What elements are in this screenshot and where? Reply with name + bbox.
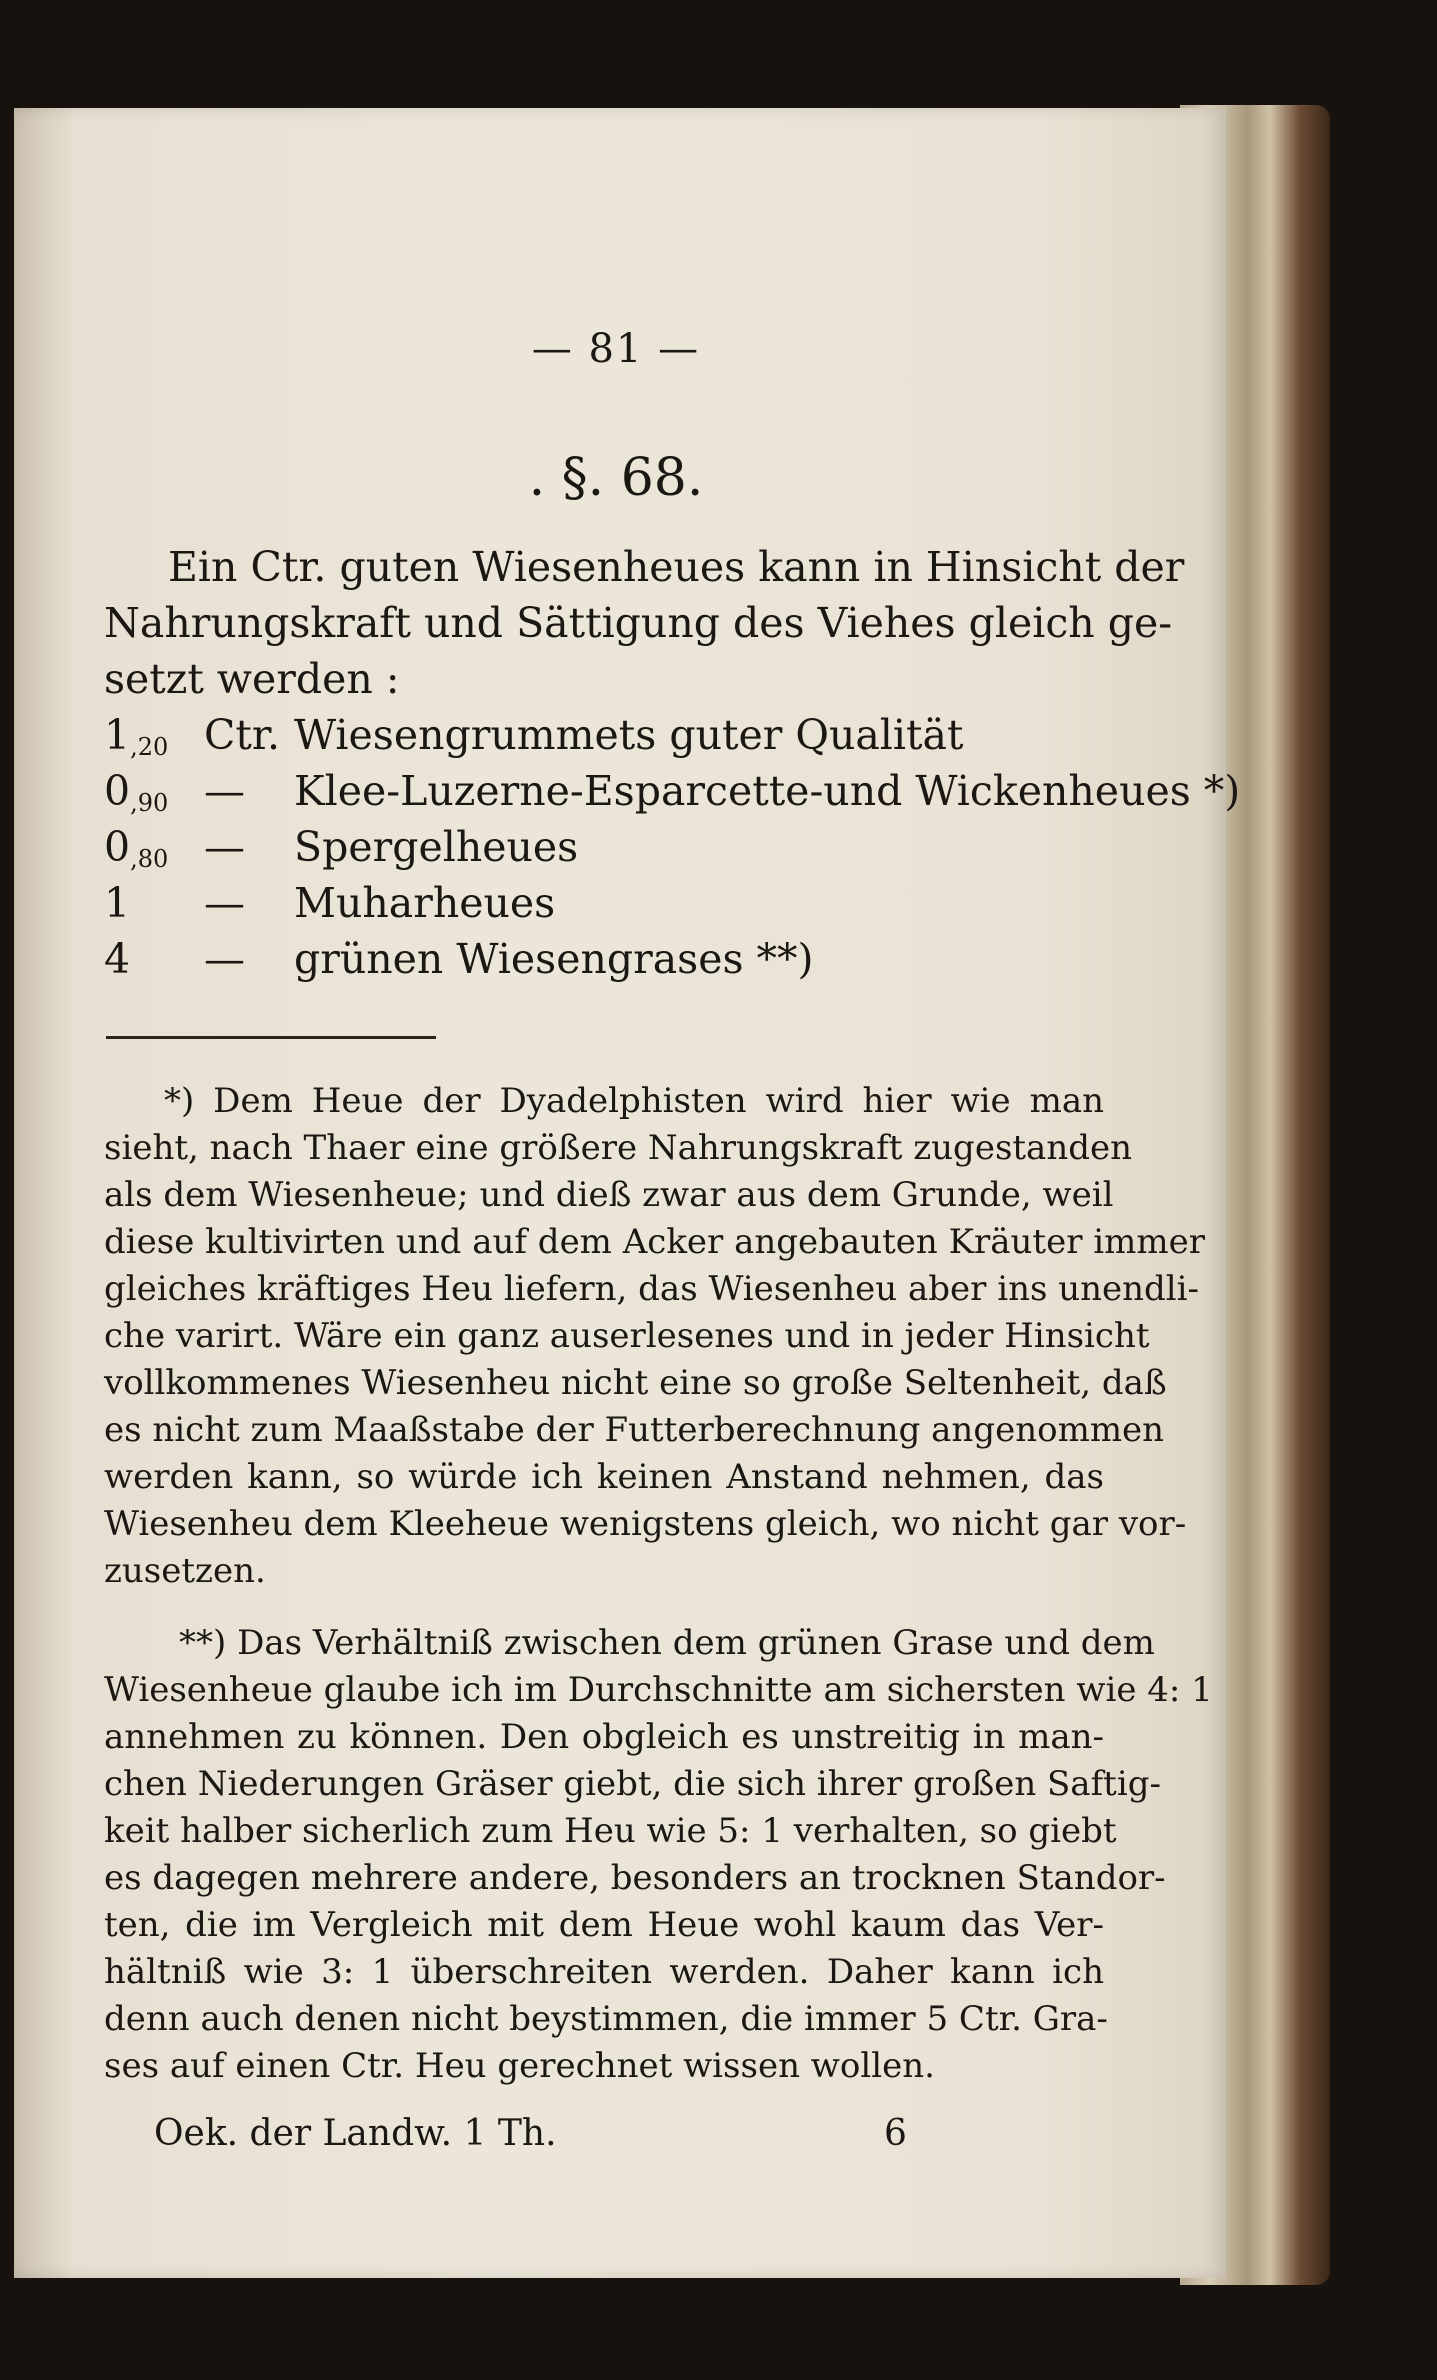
footnote-line: ses auf einen Ctr. Heu gerechnet wissen wollen. (104, 2046, 935, 2086)
paragraph-line: Ein Ctr. guten Wiesenheues kann in Hinsicht der (168, 543, 1185, 591)
unit: — (204, 767, 245, 815)
footnote-line: che varirt. Wäre ein ganz auserlesenes und in jeder Hinsicht (104, 1316, 1150, 1356)
unit: — (204, 935, 245, 983)
footnote-line: **) Das Verhältniß zwischen dem grünen Grase und dem (179, 1623, 1155, 1663)
quantity-decimal: ,90 (130, 789, 169, 817)
quantity: 1 (104, 711, 131, 759)
paragraph-line: Nahrungskraft und Sättigung des Viehes gleich ge- (104, 599, 1173, 647)
unit: — (204, 879, 245, 927)
book-page (14, 108, 1241, 2278)
table-row (104, 932, 814, 998)
quantity: 0 (104, 823, 131, 871)
footnote-line: Wiesenheue glaube ich im Durchschnitte am sichersten wie 4: 1 (104, 1670, 1213, 1710)
footnote-line: als dem Wiesenheue; und dieß zwar aus dem Grunde, weil (104, 1175, 1114, 1215)
footnote-line: denn auch denen nicht beystimmen, die immer 5 Ctr. Gra- (104, 1999, 1108, 2039)
footnote-line: zusetzen. (104, 1551, 266, 1591)
feed-item: Klee-Luzerne-Esparcette-und Wickenheues *) (294, 767, 1241, 815)
footnote-line: werden kann, so würde ich keinen Anstand nehmen, das (104, 1457, 1104, 1497)
feed-item: Muharheues (294, 879, 556, 927)
paragraph-line: setzt werden : (104, 655, 400, 703)
section-heading: . §. 68. (528, 448, 704, 508)
quantity-decimal: ,20 (130, 733, 169, 761)
footnote-line: sieht, nach Thaer eine größere Nahrungskraft zugestanden (104, 1128, 1133, 1168)
footnote-line: keit halber sicherlich zum Heu wie 5: 1 verhalten, so giebt (104, 1811, 1117, 1851)
page-number: — 81 — (531, 326, 701, 372)
footnote-line: es nicht zum Maaßstabe der Futterberechnung angenommen (104, 1410, 1165, 1450)
signature-line: Oek. der Landw. 1 Th. (154, 2113, 557, 2154)
footnote-divider (106, 1036, 436, 1039)
footnote-line: *) Dem Heue der Dyadelphisten wird hier wie man (164, 1081, 1104, 1121)
feed-item: Spergelheues (294, 823, 579, 871)
unit: Ctr. (204, 711, 280, 759)
footnote-line: vollkommenes Wiesenheu nicht eine so große Seltenheit, daß (104, 1363, 1167, 1403)
quantity: 4 (104, 935, 131, 983)
footnote-line: Wiesenheu dem Kleeheue wenigstens gleich, wo nicht gar vor- (104, 1504, 1187, 1544)
footnote-line: annehmen zu können. Den obgleich es unstreitig in man- (104, 1717, 1104, 1757)
footnote-line: hältniß wie 3: 1 überschreiten werden. Daher kann ich (104, 1952, 1104, 1992)
quantity: 1 (104, 879, 131, 927)
unit: — (204, 823, 245, 871)
footnote-line: diese kultivirten und auf dem Acker angebauten Kräuter immer (104, 1222, 1205, 1262)
signature-mark: 6 (884, 2113, 907, 2154)
quantity-decimal: ,80 (130, 845, 169, 873)
feed-item: Wiesengrummets guter Qualität (294, 711, 964, 759)
footnote-line: es dagegen mehrere andere, besonders an trocknen Standor- (104, 1858, 1166, 1898)
quantity: 0 (104, 767, 131, 815)
footnote-line: ten, die im Vergleich mit dem Heue wohl kaum das Ver- (104, 1905, 1104, 1945)
feed-item: grünen Wiesengrases **) (294, 935, 814, 983)
footnote-line: gleiches kräftiges Heu liefern, das Wiesenheu aber ins unendli- (104, 1269, 1200, 1309)
footnote-line: chen Niederungen Gräser giebt, die sich ihrer großen Saftig- (104, 1764, 1161, 1804)
